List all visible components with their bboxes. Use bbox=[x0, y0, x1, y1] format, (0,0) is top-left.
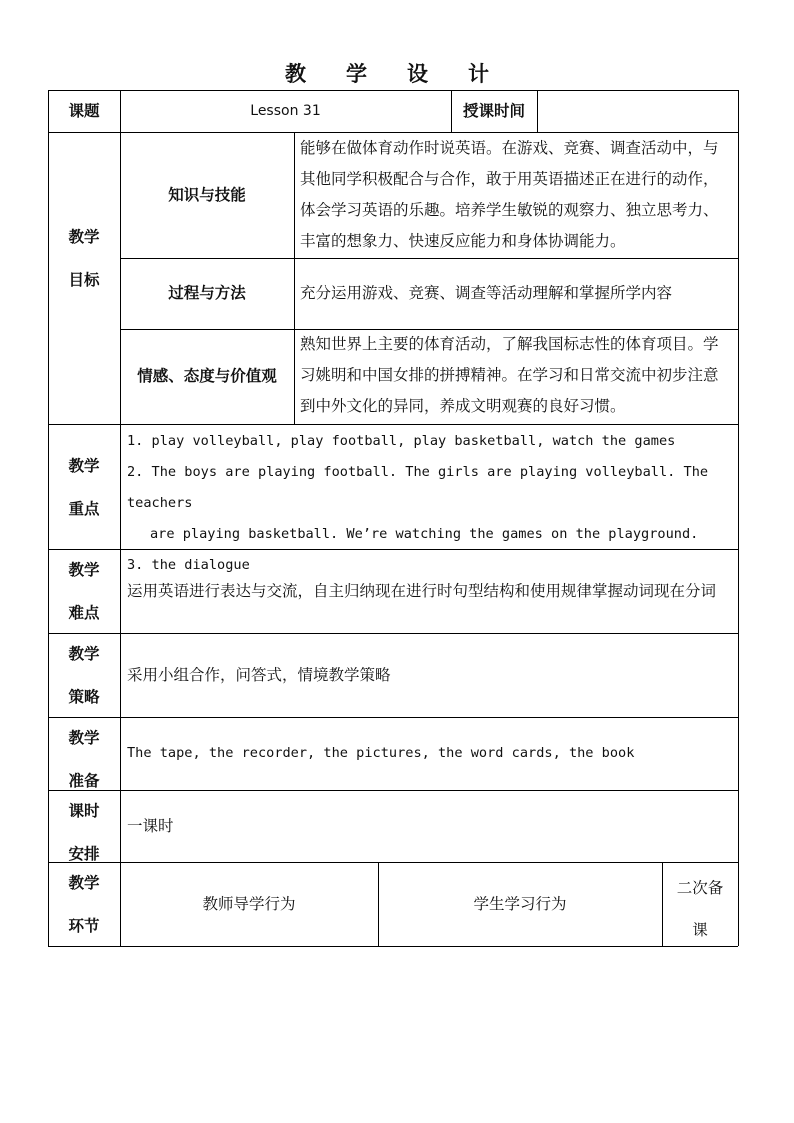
student-learning-column: 学生学习行为 bbox=[473, 895, 567, 913]
keypoint-2-cont: are playing basketball. We’re watching the games on the playground. bbox=[150, 526, 699, 542]
schedule-text: 一课时 bbox=[127, 817, 174, 835]
keypoint-2: 2. The boys are playing football. The girls are playing volleyball. The teachers bbox=[127, 464, 709, 511]
topic-value: Lesson 31 bbox=[250, 103, 321, 119]
second-preparation-column: 二次备 课 bbox=[676, 879, 724, 939]
procedure-label: 教学 环节 bbox=[68, 874, 100, 935]
knowledge-skills-text: 能够在做体育动作时说英语。在游戏、竞赛、调查活动中，与 其他同学积极配合与合作，敢于用英语描述正在进行的动作， 体会学习英语的乐趣。培养学生敏锐的观察力、独立思考力、 丰富的想象力、快速反应能力和身体协调能力。 bbox=[300, 139, 719, 250]
keypoint-1: 1. play volleyball, play football, play basketball, watch the games bbox=[127, 433, 676, 449]
teaching-time-value bbox=[537, 90, 738, 132]
teacher-guidance-column: 教师导学行为 bbox=[202, 895, 296, 913]
difficulties-text: 运用英语进行表达与交流，自主归纳现在进行时句型结构和使用规律掌握动词现在分词 bbox=[127, 582, 717, 600]
difficulties-label: 教学 难点 bbox=[68, 561, 100, 622]
keypoints-label: 教学 重点 bbox=[68, 457, 100, 518]
preparation-label: 教学 准备 bbox=[68, 729, 100, 790]
attitude-values-text: 熟知世界上主要的体育活动，了解我国标志性的体育项目。学 习姚明和中国女排的拼搏精神。在学习和日常交流中初步注意 到中外文化的异同，养成文明观赛的良好习惯。 bbox=[300, 335, 719, 415]
keypoint-3: 3. the dialogue bbox=[127, 557, 250, 573]
topic-label: 课题 bbox=[68, 102, 100, 120]
knowledge-skills-label: 知识与技能 bbox=[168, 186, 246, 204]
strategy-label: 教学 策略 bbox=[68, 645, 100, 706]
process-methods-text: 充分运用游戏、竞赛、调查等活动理解和掌握所学内容 bbox=[300, 284, 673, 302]
preparation-text: The tape, the recorder, the pictures, the word cards, the book bbox=[127, 745, 635, 761]
teaching-time-label: 授课时间 bbox=[462, 102, 525, 120]
attitude-values-label: 情感、态度与价值观 bbox=[137, 367, 277, 385]
strategy-text: 采用小组合作，问答式，情境教学策略 bbox=[127, 666, 391, 684]
process-methods-label: 过程与方法 bbox=[168, 284, 246, 302]
schedule-label: 课时 安排 bbox=[68, 802, 100, 863]
objectives-label: 教学 目标 bbox=[68, 228, 100, 289]
document-title: 教 学 设 计 bbox=[285, 62, 509, 86]
